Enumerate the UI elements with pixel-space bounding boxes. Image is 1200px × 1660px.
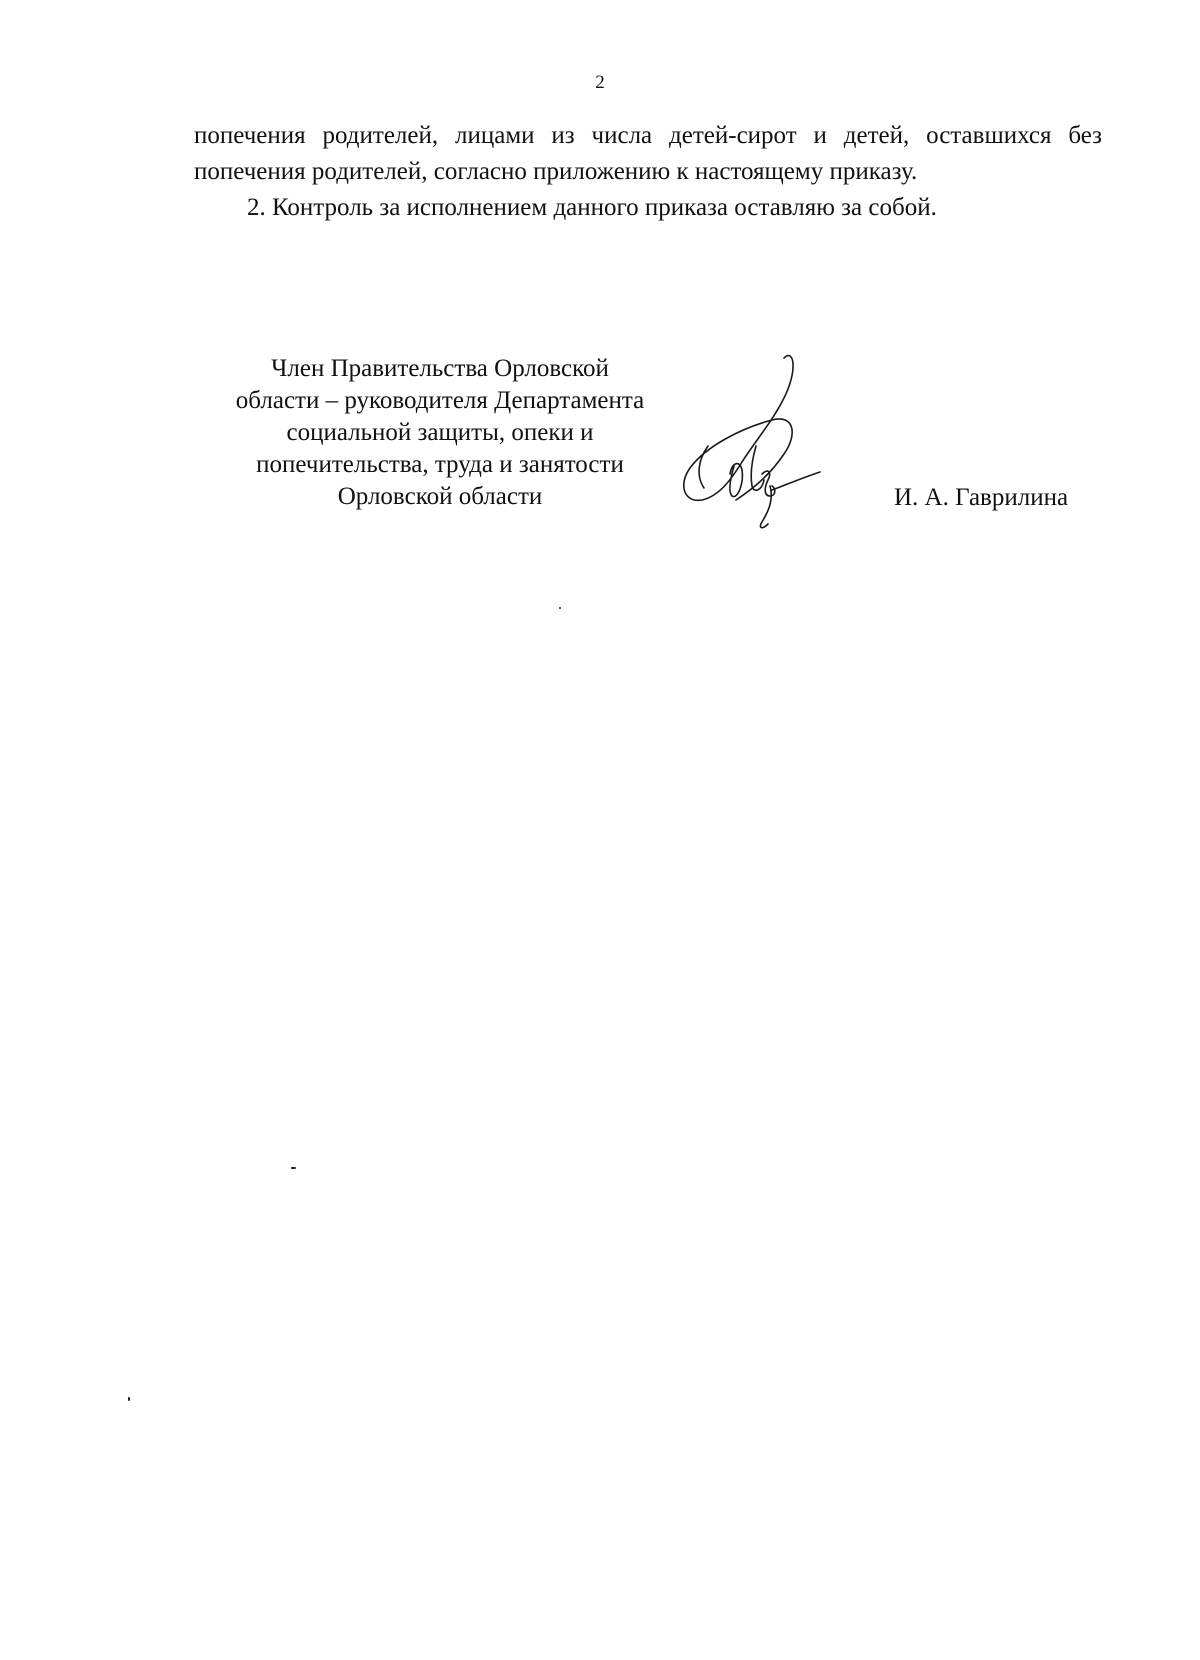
handwritten-signature	[672, 350, 842, 535]
signer-title-line: области – руководителя Департамента	[235, 387, 645, 414]
body-line: попечения родителей, лицами из числа детей-сирот и детей, оставшихся без	[194, 122, 1102, 149]
scan-speck	[291, 1167, 296, 1169]
scan-speck	[559, 607, 561, 609]
signer-title-line: Член Правительства Орловской	[271, 355, 609, 382]
body-line: попечения родителей, согласно приложению к настоящему приказу.	[194, 158, 918, 185]
signer-title-line: Орловской области	[337, 483, 543, 510]
page-number: 2	[595, 72, 605, 93]
signer-title	[200, 353, 680, 513]
signer-title-line: социальной защиты, опеки и	[286, 419, 594, 446]
body-paragraphs	[194, 118, 1102, 226]
signer-name: И. А. Гаврилина	[894, 484, 1069, 511]
body-line-item-2: 2. Контроль за исполнением данного приказа оставляю за собой.	[247, 194, 937, 221]
signer-title-line: попечительства, труда и занятости	[256, 451, 624, 478]
scan-speck	[128, 1397, 130, 1401]
